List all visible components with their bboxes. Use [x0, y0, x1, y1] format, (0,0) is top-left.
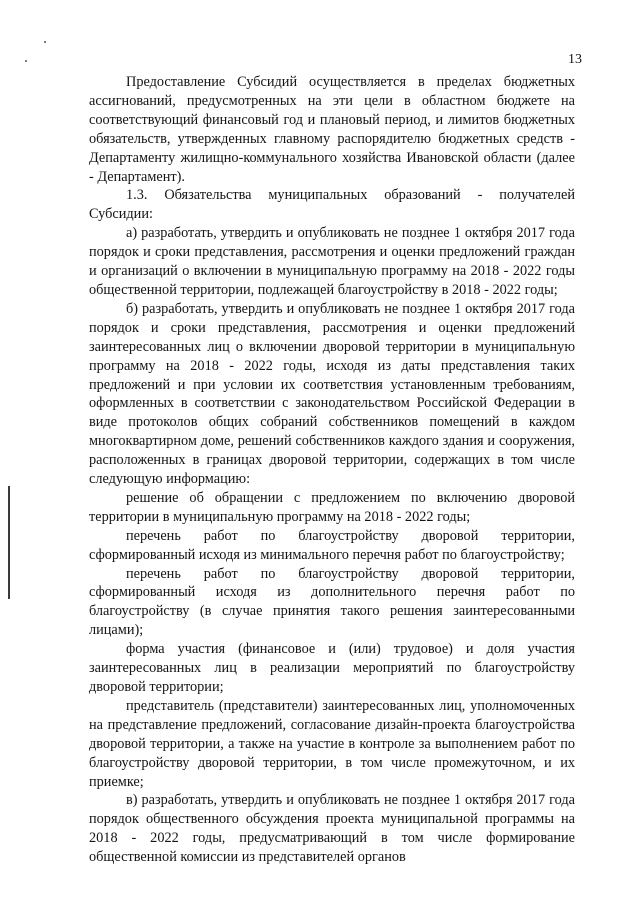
paragraph-item-a: а) разработать, утвердить и опубликовать не позднее 1 октября 2017 года порядок и сроки представления, рассмотрения и оценки предложений граждан и организаций о включении в муниципальную программу на 2018 - 2022 годы общественной территории, подлежащей благоустройству в 2018 - 2022 годы;	[89, 225, 575, 298]
page-number: 13	[568, 52, 582, 67]
scan-speck	[44, 41, 46, 43]
paragraph-subsidy-provision: Предоставление Субсидий осуществляется в пределах бюджетных ассигнований, предусмотренных на эти цели в областном бюджете на соответствующий финансовый год и плановый период, и лимитов бюджетных обязательств, утвержденных главному распорядителю бюджетных средств - Департаменту жилищно-коммунального хозяйства Ивановской области (далее - Департамент).	[89, 74, 575, 185]
paragraph-item-b: б) разработать, утвердить и опубликовать не позднее 1 октября 2017 года порядок и сроки представления, рассмотрения и оценки предложений заинтересованных лиц о включении дворовой территории в муниципальную программу на 2018 - 2022 годы, исходя из даты представления таких предложений и при условии их соответствия установленным требованиям, оформленных в соответствии с законодательством Российской Федерации в виде протоколов общих собраний собственников помещений в каждом многоквартирном доме, решений собственников каждого здания и сооружения, расположенных в границах дворовой территории, содержащих в том числе следующую информацию:	[89, 300, 575, 488]
document-body	[89, 73, 575, 867]
paragraph-item-v: в) разработать, утвердить и опубликовать не позднее 1 октября 2017 года порядок общественного обсуждения проекта муниципальной программы на 2018 - 2022 годы, предусматривающий в том числе формирование общественной комиссии из представителей органов	[89, 792, 575, 866]
paragraph-info-representatives: представитель (представители) заинтересованных лиц, уполномоченных на представление предложений, согласование дизайн-проекта благоустройства дворовой территории, а также на участие в контроле за выполнением работ по благоустройству дворовой территории, в том числе промежуточном, и их приемке;	[89, 697, 575, 790]
paragraph-info-minimal-works: перечень работ по благоустройству дворовой территории, сформированный исходя из минимального перечня работ по благоустройству;	[89, 527, 575, 563]
margin-mark	[8, 486, 10, 599]
scan-speck	[25, 60, 27, 62]
paragraph-info-additional-works: перечень работ по благоустройству дворовой территории, сформированный исходя из дополнительного перечня работ по благоустройству (в случае принятия такого решения заинтересованными лицами);	[89, 565, 575, 639]
paragraph-info-decision: решение об обращении с предложением по включению дворовой территории в муниципальную программу на 2018 - 2022 годы;	[89, 489, 575, 525]
paragraph-info-participation: форма участия (финансовое и (или) трудовое) и доля участия заинтересованных лиц в реализации мероприятий по благоустройству дворовой территории;	[89, 641, 575, 695]
paragraph-section-1-3: 1.3. Обязательства муниципальных образований - получателей Субсидии:	[89, 187, 575, 223]
